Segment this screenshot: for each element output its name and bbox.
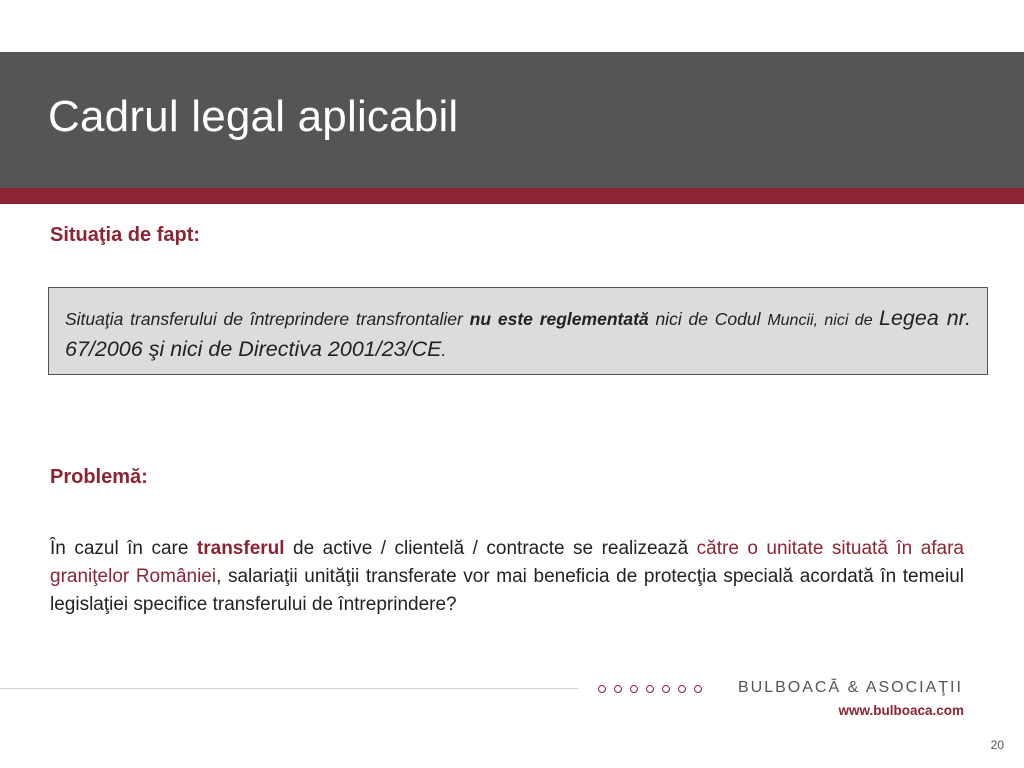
problem-paragraph: [50, 535, 964, 619]
logo-dot-icon: [694, 685, 702, 693]
logo-dot-icon: [598, 685, 606, 693]
situation-emphasis: nu este reglementată: [469, 309, 649, 329]
logo-dot-icon: [646, 685, 654, 693]
situation-heading: Situaţia de fapt:: [50, 224, 201, 246]
situation-text-part2: nici de Codul: [648, 309, 768, 329]
problem-text-part2: de active / clientelă / contracte se realizează: [284, 538, 697, 559]
page-number: 20: [990, 738, 1004, 752]
slide-title: Cadrul legal aplicabil: [48, 92, 459, 141]
problem-text-part3: , salariaţii unităţii transferate vor mai beneficia de protecţia specială acordată în temeiul legislaţiei specifice transferului de întreprindere?: [50, 566, 964, 615]
situation-text-part3: Muncii, nici de: [767, 312, 879, 329]
logo-dots: [598, 681, 702, 697]
footer-divider: [0, 688, 578, 689]
problem-heading: Problemă:: [50, 466, 148, 488]
situation-box: [48, 287, 988, 375]
logo-dot-icon: [630, 685, 638, 693]
problem-text-part1: În cazul în care: [50, 538, 197, 559]
logo-dot-icon: [662, 685, 670, 693]
problem-highlight-location: către o unitate situată în afara graniţelor României: [50, 538, 964, 587]
website-url: www.bulboaca.com: [838, 703, 964, 718]
logo-dot-icon: [678, 685, 686, 693]
logo-dot-icon: [614, 685, 622, 693]
situation-text-part4: Legea nr. 67/2006 şi nici de Directiva 2001/23/CE: [65, 306, 971, 361]
accent-bar: [0, 188, 1024, 204]
situation-text-end: .: [441, 340, 447, 360]
brand-logo-text: BULBOACĂ & ASOCIAŢII: [738, 679, 963, 696]
problem-highlight-transfer: transferul: [196, 538, 285, 559]
situation-text-part1: Situaţia transferului de întreprindere transfrontalier: [65, 309, 470, 329]
